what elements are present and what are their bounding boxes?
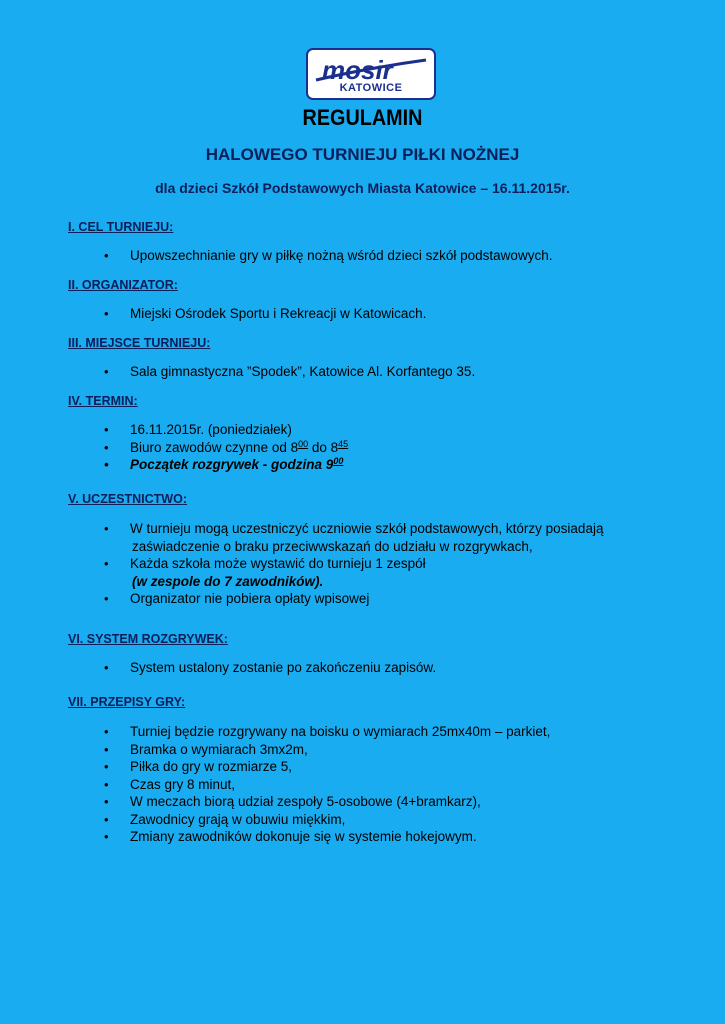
page-subtitle-details: dla dzieci Szkół Podstawowych Miasta Katowice – 16.11.2015r. xyxy=(155,180,570,196)
section-list-system xyxy=(104,659,436,677)
section-heading-termin: IV. TERMIN: xyxy=(68,394,138,408)
section-list-uczestnictwo xyxy=(104,520,603,608)
list-item: • Każda szkoła może wystawić do turnieju 1 zespół xyxy=(104,555,603,573)
section-heading-system: VI. SYSTEM ROZGRYWEK: xyxy=(68,632,228,646)
logo-brand-text: mosir xyxy=(322,55,393,85)
list-item: • Czas gry 8 minut, xyxy=(104,776,550,794)
section-list-miejsce xyxy=(104,363,475,381)
list-item-continuation: zaświadczenie o braku przeciwwskazań do udziału w rozgrywkach, xyxy=(132,538,533,554)
list-item: • W turnieju mogą uczestniczyć uczniowie szkół podstawowych, którzy posiadają xyxy=(104,520,603,538)
section-list-termin xyxy=(104,421,348,474)
page-title: REGULAMIN xyxy=(302,105,423,130)
page-subtitle: HALOWEGO TURNIEJU PIŁKI NOŻNEJ xyxy=(205,145,520,164)
section-heading-cel: I. CEL TURNIEJU: xyxy=(68,220,174,234)
list-item-office-hours: • Biuro zawodów czynne od $8^{00}$ do $8^{45}$ xyxy=(104,439,348,457)
list-item: • System ustalony zostanie po zakończeniu zapisów. xyxy=(104,659,436,677)
section-list-przepisy xyxy=(104,723,550,846)
list-item: • Piłka do gry w rozmiarze 5, xyxy=(104,758,550,776)
section-heading-organizator: II. ORGANIZATOR: xyxy=(68,278,178,292)
list-item: • 16.11.2015r. (poniedziałek) xyxy=(104,421,348,439)
mosir-logo xyxy=(306,48,436,100)
list-item-continuation: (w zespole do 7 zawodników). xyxy=(132,573,324,589)
list-item: • Upowszechnianie gry w piłkę nożną wśród dzieci szkół podstawowych. xyxy=(104,247,552,265)
list-item: • Bramka o wymiarach 3mx2m, xyxy=(104,741,550,759)
list-item: • Sala gimnastyczna ”Spodek”, Katowice Al. Korfantego 35. xyxy=(104,363,475,381)
list-item: • Zawodnicy grają w obuwiu miękkim, xyxy=(104,811,550,829)
section-heading-uczestnictwo: V. UCZESTNICTWO: xyxy=(68,492,187,506)
list-item-start-time: • Początek rozgrywek - godzina $9^{00}$ xyxy=(104,456,348,474)
logo-city: KATOWICE xyxy=(339,82,403,94)
section-heading-miejsce: III. MIEJSCE TURNIEJU: xyxy=(68,336,211,350)
list-item: • W meczach biorą udział zespoły 5-osobowe (4+bramkarz), xyxy=(104,793,550,811)
list-item: • Turniej będzie rozgrywany na boisku o wymiarach 25mx40m – parkiet, xyxy=(104,723,550,741)
list-item: • Zmiany zawodników dokonuje się w systemie hokejowym. xyxy=(104,828,550,846)
list-item: • Organizator nie pobiera opłaty wpisowej xyxy=(104,590,603,608)
section-list-organizator xyxy=(104,305,426,323)
list-item: • Miejski Ośrodek Sportu i Rekreacji w Katowicach. xyxy=(104,305,426,323)
section-list-cel xyxy=(104,247,552,265)
section-heading-przepisy: VII. PRZEPISY GRY: xyxy=(68,695,186,709)
